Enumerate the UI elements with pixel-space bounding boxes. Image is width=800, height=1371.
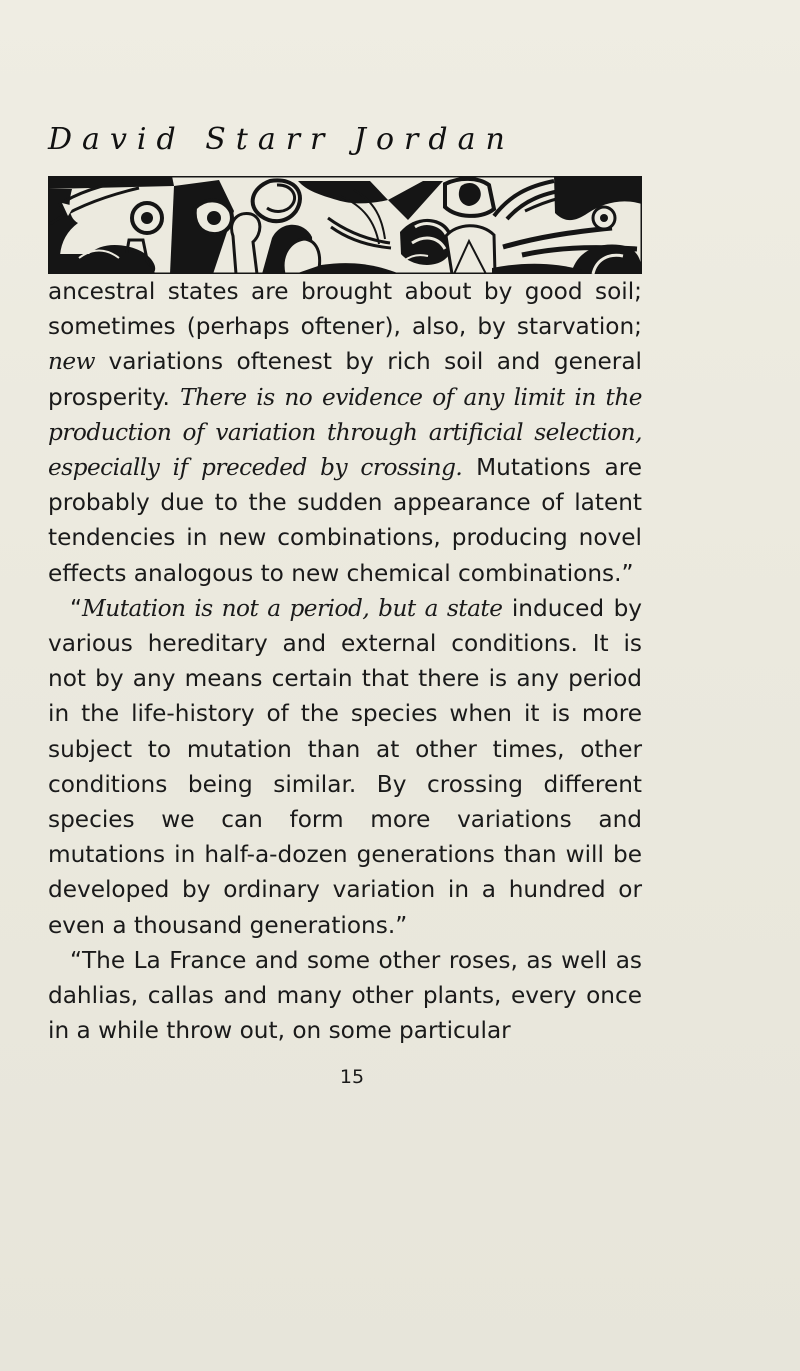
text-segment: “The La France and some other roses, as well as dahlias, callas and many other plants, every once in a while throw out, on some particular [48,946,642,1045]
text-segment: ancestral states are brought about by good soil; sometimes (perhaps oftener), also, by starvation; [48,278,642,341]
paragraph-2 [48,591,642,943]
opening-quote: “ [70,594,83,622]
running-head: David Starr Jordan [48,122,515,157]
italic-segment: There is no evidence of any limit in the production of variation through artificial selection, especially if preceded by crossing. [48,383,643,482]
paragraph-3 [48,943,642,1049]
text-segment: induced by various hereditary and external conditions. It is not by any means certain that there is any period in the life-history of the species when it is more subject to mutation than at other times, other conditions being similar. By crossing different species we can form more variations and mutations in half-a-dozen generations than will be developed by ordinary variation in a hundred or even a thousand generations.” [48,594,643,939]
italic-segment: new [48,348,96,376]
text-segment: Mutations are probably due to the sudden appearance of latent tendencies in new combinations, producing novel effects analogous to new chemical combinations.” [48,454,642,587]
paragraph-1 [48,274,642,591]
woodcut-ornament-icon [48,176,642,274]
main-text [48,274,642,1048]
text-segment: variations oftenest by rich soil and general prosperity. [48,348,642,411]
page-number: 15 [339,1066,365,1088]
italic-segment: Mutation is not a period, but a state [82,594,503,622]
